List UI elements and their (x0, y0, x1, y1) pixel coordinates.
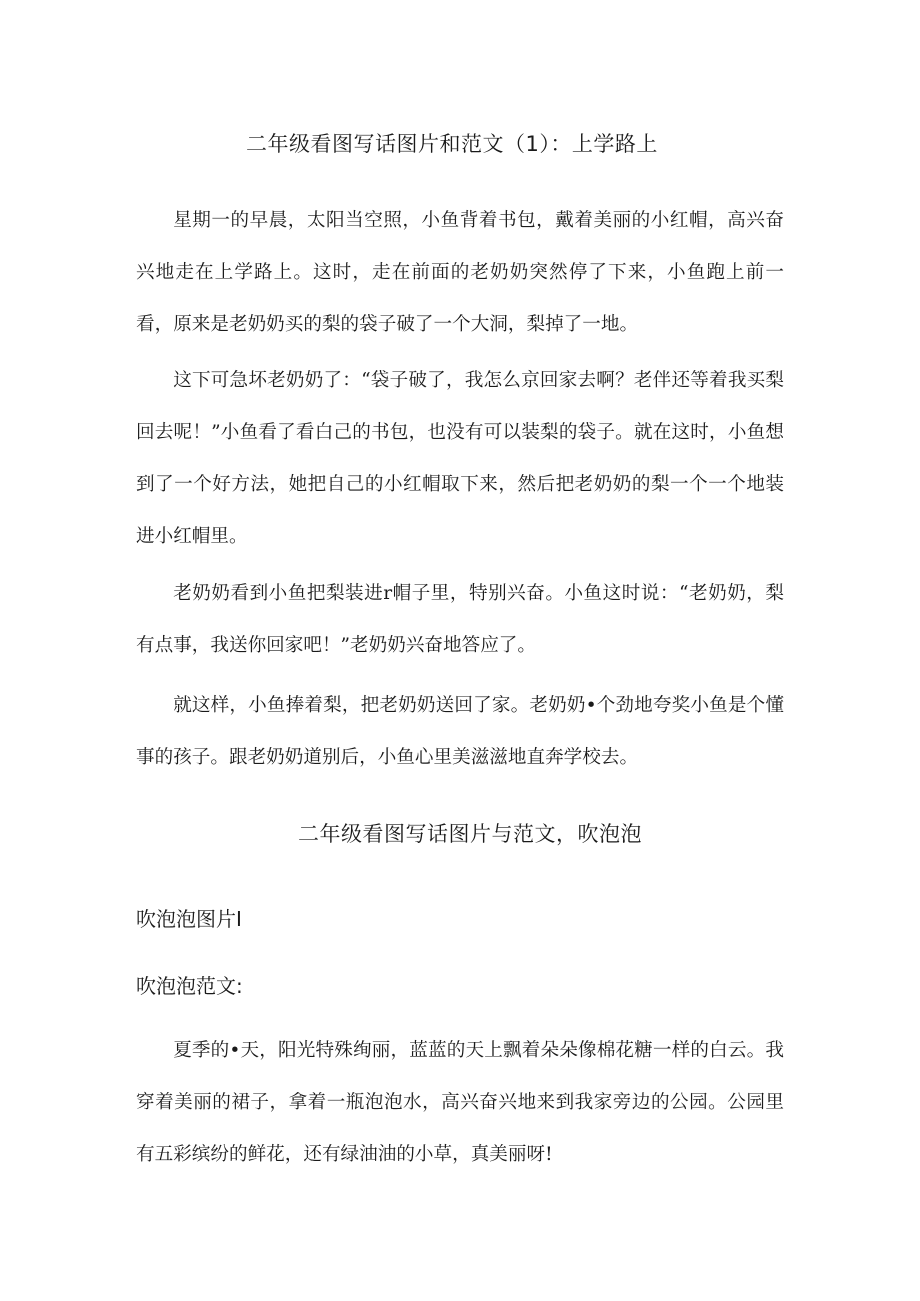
section1-title: 二年级看图写话图片和范文（1）：上学路上 (246, 132, 658, 156)
section1-paragraph-4: 就这样，小鱼捧着梨，把老奶奶送回了家。老奶奶•个劲地夸奖小鱼是个懂事的孩子。跟老奶奶道别后，小鱼心里美滋滋地直奔学校去。 (136, 695, 784, 768)
section1-paragraph-1: 星期一的早晨，太阳当空照，小鱼背着书包，戴着美丽的小红帽，高兴奋兴地走在上学路上。这时，走在前面的老奶奶突然停了下来，小鱼跑上前一看，原来是老奶奶买的梨的袋子破了一个大洞，梨掉了一地。 (136, 210, 784, 335)
section2-paragraph-1: 夏季的•天，阳光特殊绚丽，蓝蓝的天上飘着朵朵像棉花糖一样的白云。我穿着美丽的裙子，拿着一瓶泡泡水，高兴奋兴地来到我家旁边的公园。公园里有五彩缤纷的鲜花，还有绿油油的小草，真美丽呀! (136, 1040, 784, 1165)
picture-label: 吹泡泡图片I (136, 907, 242, 931)
essay-label: 吹泡泡范文: (136, 974, 243, 998)
section1-paragraph-2: 这下可急坏老奶奶了：“袋子破了，我怎么京回家去啊？老伴还等着我买梨回去呢！”小鱼看了看白己的书包，也没有可以装梨的袋子。就在这时，小鱼想到了一个好方法，她把自己的小红帽取下来，然后把老奶奶的梨一个一个地装进小红帽里。 (136, 370, 784, 547)
section1-paragraph-3: 老奶奶看到小鱼把梨装进r帽子里，特别兴奋。小鱼这时说：“老奶奶，梨有点事，我送你回家吧！”老奶奶兴奋地答应了。 (136, 583, 784, 656)
section2-title: 二年级看图写话图片与范文，吹泡泡 (298, 822, 642, 846)
